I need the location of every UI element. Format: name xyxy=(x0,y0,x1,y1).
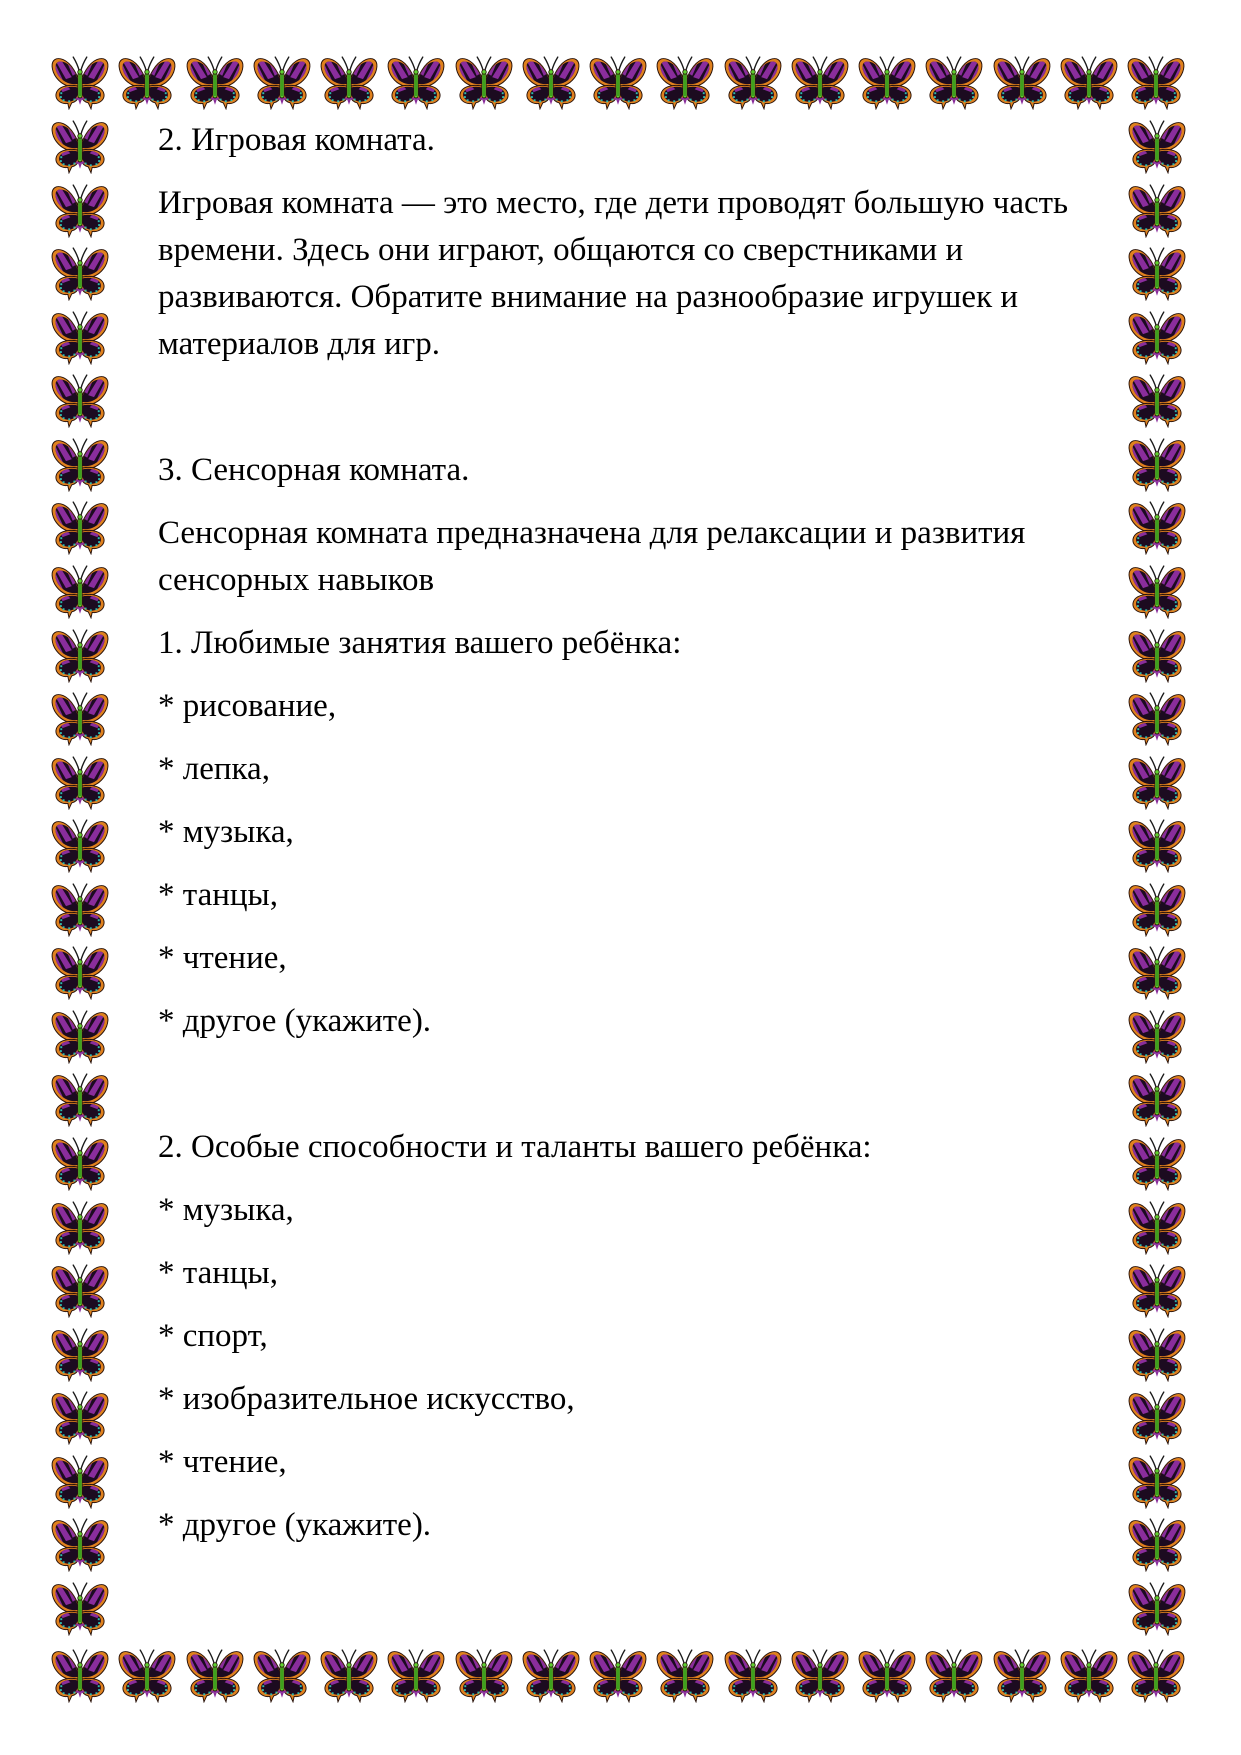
butterfly-icon xyxy=(49,309,111,365)
butterfly-icon xyxy=(49,54,111,110)
butterfly-icon xyxy=(1126,1326,1188,1382)
butterfly-icon xyxy=(1126,245,1188,301)
butterfly-icon xyxy=(49,881,111,937)
list-item: * другое (укажите). xyxy=(158,1507,432,1543)
paragraph: 2. Особые способности и таланты вашего ребёнка: xyxy=(158,1129,872,1165)
butterfly-icon xyxy=(49,817,111,873)
butterfly-icon xyxy=(1126,1580,1188,1636)
butterfly-icon xyxy=(1058,54,1120,110)
butterfly-icon xyxy=(1126,118,1188,174)
butterfly-icon xyxy=(520,54,582,110)
butterfly-icon xyxy=(184,1647,246,1703)
butterfly-icon xyxy=(1126,1389,1188,1445)
list-item: * лепка, xyxy=(158,751,270,787)
butterfly-icon xyxy=(587,1647,649,1703)
butterfly-icon xyxy=(991,54,1053,110)
butterfly-icon xyxy=(789,54,851,110)
butterfly-icon xyxy=(1126,944,1188,1000)
paragraph: Сенсорная комната предназначена для релаксации и развития сенсорных навыков xyxy=(158,515,1026,598)
butterfly-icon xyxy=(49,754,111,810)
butterfly-icon xyxy=(1125,54,1187,110)
butterfly-icon xyxy=(49,1199,111,1255)
butterfly-icon xyxy=(1126,1516,1188,1572)
butterfly-icon xyxy=(1126,1135,1188,1191)
butterfly-border-top xyxy=(49,54,1187,110)
butterfly-icon xyxy=(318,54,380,110)
butterfly-icon xyxy=(49,1262,111,1318)
butterfly-border-bottom xyxy=(49,1647,1187,1703)
butterfly-icon xyxy=(923,54,985,110)
butterfly-icon xyxy=(1126,1262,1188,1318)
butterfly-icon xyxy=(49,563,111,619)
butterfly-icon xyxy=(789,1647,851,1703)
butterfly-icon xyxy=(520,1647,582,1703)
butterfly-icon xyxy=(49,436,111,492)
butterfly-border-right xyxy=(1126,118,1188,1636)
butterfly-icon xyxy=(1126,563,1188,619)
section-heading: 3. Сенсорная комната. xyxy=(158,452,470,488)
butterfly-icon xyxy=(1126,1071,1188,1127)
list-item: * танцы, xyxy=(158,1255,278,1291)
butterfly-icon xyxy=(49,1389,111,1445)
butterfly-icon xyxy=(184,54,246,110)
paragraph: 1. Любимые занятия вашего ребёнка: xyxy=(158,625,682,661)
butterfly-icon xyxy=(116,1647,178,1703)
butterfly-icon xyxy=(49,182,111,238)
butterfly-icon xyxy=(49,1580,111,1636)
butterfly-icon xyxy=(49,118,111,174)
butterfly-icon xyxy=(1126,1008,1188,1064)
butterfly-icon xyxy=(318,1647,380,1703)
butterfly-icon xyxy=(49,372,111,428)
list-item: * чтение, xyxy=(158,940,287,976)
butterfly-icon xyxy=(923,1647,985,1703)
list-item: * музыка, xyxy=(158,814,294,850)
butterfly-icon xyxy=(49,1647,111,1703)
butterfly-icon xyxy=(654,1647,716,1703)
butterfly-icon xyxy=(1126,690,1188,746)
butterfly-icon xyxy=(385,54,447,110)
butterfly-icon xyxy=(251,54,313,110)
butterfly-icon xyxy=(453,1647,515,1703)
butterfly-icon xyxy=(116,54,178,110)
list-item: * рисование, xyxy=(158,688,337,724)
list-item: * танцы, xyxy=(158,877,278,913)
butterfly-icon xyxy=(49,1453,111,1509)
butterfly-icon xyxy=(1126,309,1188,365)
butterfly-icon xyxy=(1126,372,1188,428)
butterfly-icon xyxy=(49,499,111,555)
butterfly-icon xyxy=(722,54,784,110)
butterfly-icon xyxy=(49,1071,111,1127)
list-item: * изобразительное искусство, xyxy=(158,1381,575,1417)
paragraph: Игровая комната — это место, где дети проводят большую часть времени. Здесь они играют, общаются со сверстниками и развиваются. Обратите внимание на разнообразие игрушек и материалов для игр. xyxy=(158,185,1069,362)
document-content xyxy=(158,117,1110,1565)
butterfly-icon xyxy=(49,944,111,1000)
butterfly-icon xyxy=(49,1516,111,1572)
butterfly-icon xyxy=(1126,436,1188,492)
list-item: * чтение, xyxy=(158,1444,287,1480)
butterfly-icon xyxy=(49,1135,111,1191)
butterfly-icon xyxy=(991,1647,1053,1703)
list-item: * музыка, xyxy=(158,1192,294,1228)
butterfly-icon xyxy=(1126,627,1188,683)
list-item: * спорт, xyxy=(158,1318,268,1354)
butterfly-icon xyxy=(1058,1647,1120,1703)
butterfly-icon xyxy=(49,245,111,301)
butterfly-icon xyxy=(1126,1453,1188,1509)
butterfly-icon xyxy=(1126,881,1188,937)
butterfly-icon xyxy=(385,1647,447,1703)
butterfly-icon xyxy=(49,1326,111,1382)
butterfly-icon xyxy=(587,54,649,110)
butterfly-icon xyxy=(654,54,716,110)
butterfly-icon xyxy=(1126,499,1188,555)
butterfly-icon xyxy=(49,1008,111,1064)
blank-line xyxy=(158,1061,1110,1108)
butterfly-icon xyxy=(251,1647,313,1703)
butterfly-icon xyxy=(1126,1199,1188,1255)
butterfly-icon xyxy=(856,54,918,110)
list-item: * другое (укажите). xyxy=(158,1003,432,1039)
butterfly-icon xyxy=(49,627,111,683)
butterfly-icon xyxy=(722,1647,784,1703)
butterfly-icon xyxy=(453,54,515,110)
butterfly-icon xyxy=(1126,182,1188,238)
butterfly-icon xyxy=(1125,1647,1187,1703)
butterfly-icon xyxy=(856,1647,918,1703)
blank-line xyxy=(158,384,1110,431)
section-heading: 2. Игровая комната. xyxy=(158,122,435,158)
butterfly-icon xyxy=(49,690,111,746)
butterfly-border-left xyxy=(49,118,111,1636)
butterfly-icon xyxy=(1126,754,1188,810)
butterfly-icon xyxy=(1126,817,1188,873)
